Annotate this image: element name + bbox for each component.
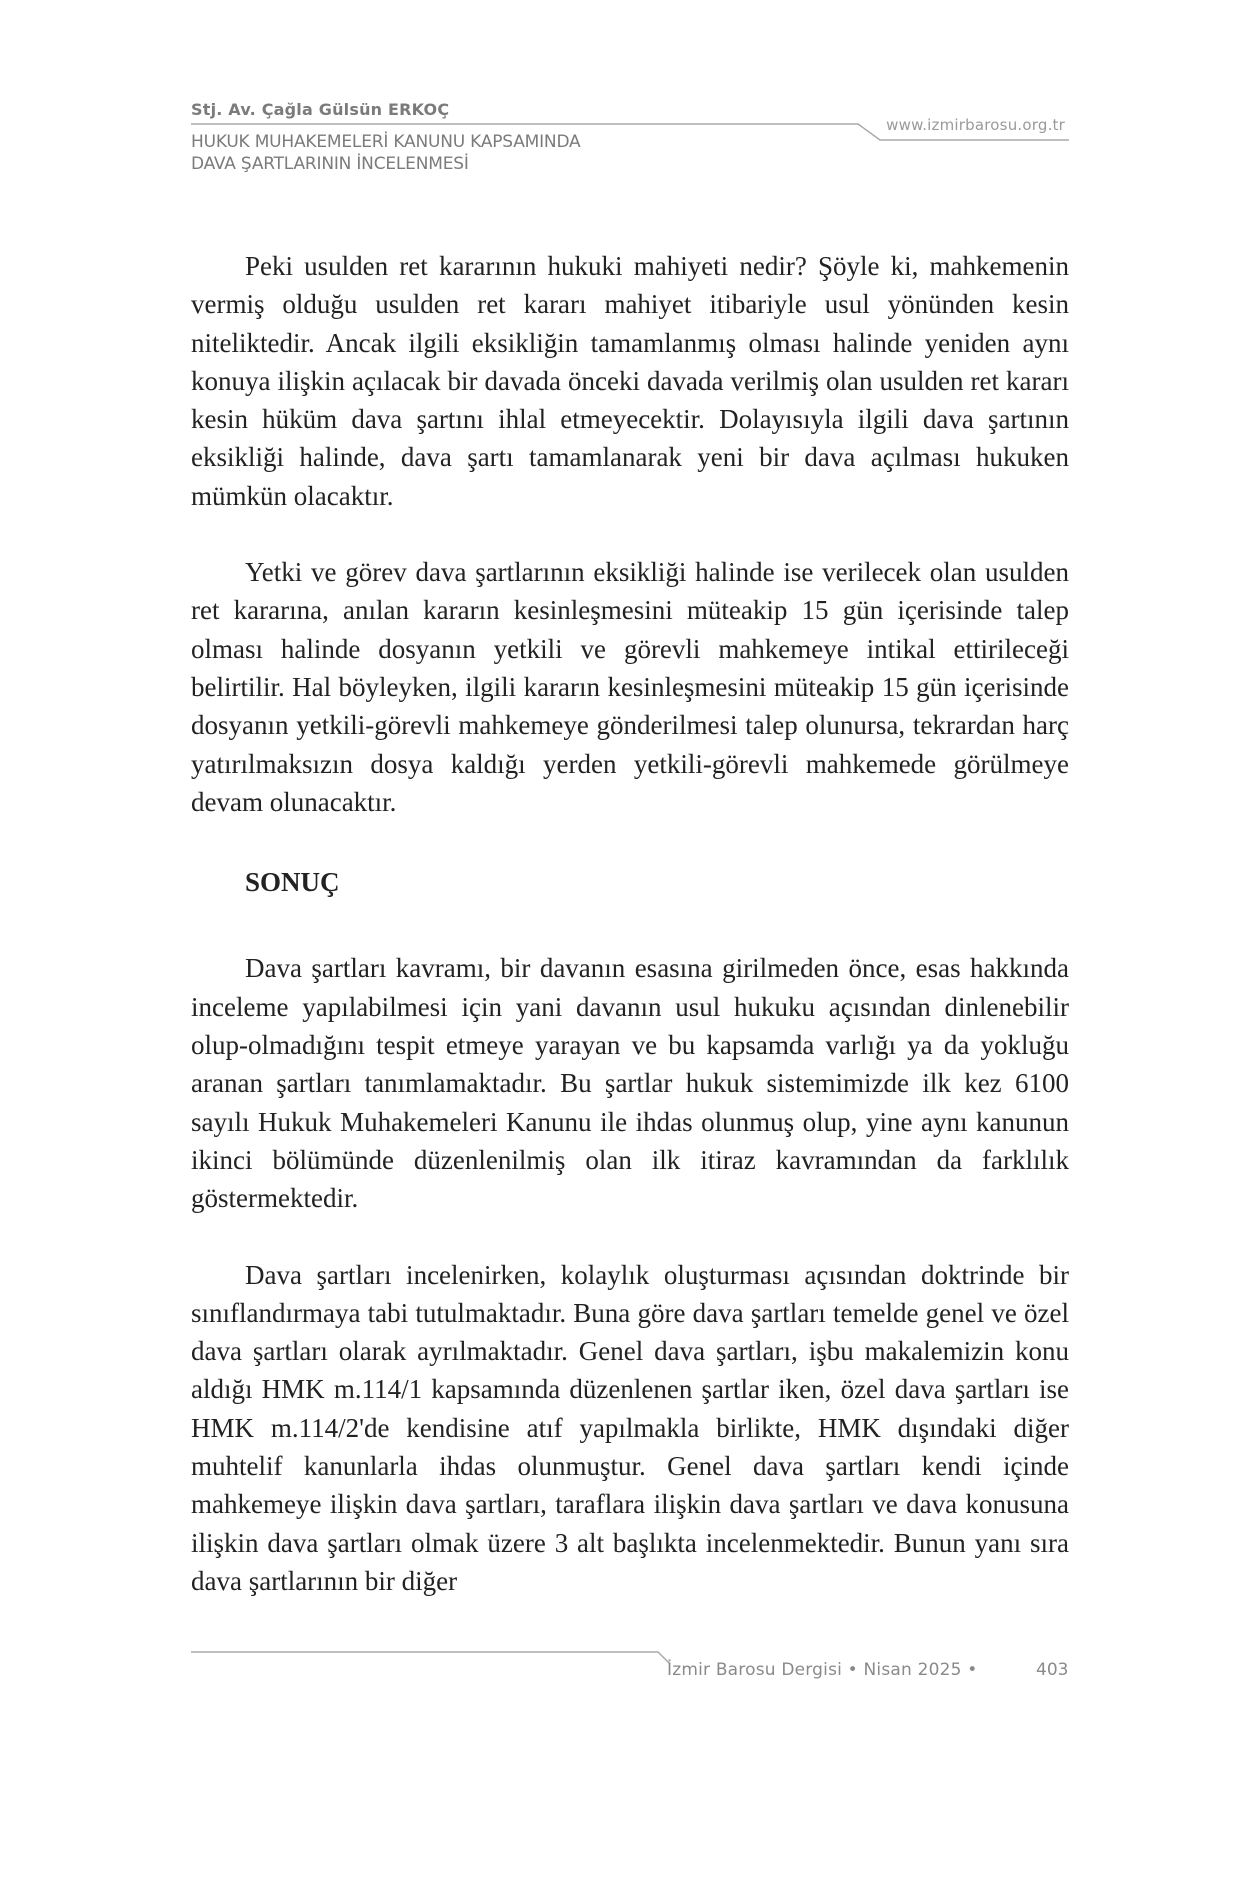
website-url: www.izmirbarosu.org.tr: [886, 116, 1065, 134]
conclusion-paragraph-2: Dava şartları incelenirken, kolaylık oluşturması açısından doktrinde bir sınıflandırmaya tabi tutulmaktadır. Buna göre dava şartları temelde genel ve özel dava şartları olarak ayrılmaktadır. Genel dava şartları, işbu makalemizin konu aldığı HMK m.114/1 kapsamında düzenlenen şartlar iken, özel dava şartları ise HMK m.114/2'de kendisine atıf yapılmakla birlikte, HMK dışındaki diğer muhtelif kanunlarla ihdas olunmuştur. Genel dava şartları kendi içinde mahkemeye ilişkin dava şartları, taraflara ilişkin dava şartları ve dava konusuna ilişkin dava şartları olmak üzere 3 alt başlıkta incelenmektedir. Bunun yanı sıra dava şartlarının bir diğer: [191, 1259, 1069, 1596]
author-name: Stj. Av. Çağla Gülsün ERKOÇ: [191, 100, 450, 119]
journal-info: İzmir Barosu Dergisi • Nisan 2025 •: [667, 1660, 978, 1680]
section-heading: SONUÇ: [245, 867, 340, 898]
running-title-line-2: DAVA ŞARTLARININ İNCELENMESİ: [191, 154, 469, 174]
body-paragraph-2: Yetki ve görev dava şartlarının eksikliği halinde ise verilecek olan usulden ret kararına, anılan kararın kesinleşmesini müteakip 15 gün içerisinde talep olması halinde dosyanın yetkili ve görevli mahkemeye intikal ettirileceği belirtilir. Hal böyleyken, ilgili kararın kesinleşmesini müteakip 15 gün içerisinde dosyanın yetkili-görevli mahkemeye gönderilmesi talep olunursa, tekrardan harç yatırılmaksızın dosya kaldığı yerden yetkili-görevli mahkemede görülmeye devam olunacaktır.: [191, 557, 1069, 817]
body-paragraph-1: Peki usulden ret kararının hukuki mahiyeti nedir? Şöyle ki, mahkemenin vermiş olduğu usulden ret kararı mahiyet itibariyle usul yönünden kesin niteliktedir. Ancak ilgili eksikliğin tamamlanmış olması halinde yeniden aynı konuya ilişkin açılacak bir davada önceki davada verilmiş olan usulden ret kararı kesin hüküm dava şartını ihlal etmeyecektir. Dolayısıyla ilgili dava şartının eksikliği halinde, dava şartı tamamlanarak yeni bir dava açılması hukuken mümkün olacaktır.: [191, 251, 1069, 511]
conclusion-paragraph-1: Dava şartları kavramı, bir davanın esasına girilmeden önce, esas hakkında inceleme yapılabilmesi için yani davanın usul hukuku açısından dinlenebilir olup-olmadığını tespit etmeye yarayan ve bu kapsamda varlığı ya da yokluğu aranan şartları tanımlamaktadır. Bu şartlar hukuk sistemimizde ilk kez 6100 sayılı Hukuk Muhakemeleri Kanunu ile ihdas olunmuş olup, yine aynı kanunun ikinci bölümünde düzenlenilmiş olan ilk itiraz kavramından da farklılık göstermektedir.: [191, 953, 1069, 1214]
running-title-line-1: HUKUK MUHAKEMELERİ KANUNU KAPSAMINDA: [191, 132, 581, 152]
page-number: 403: [1036, 1660, 1069, 1680]
